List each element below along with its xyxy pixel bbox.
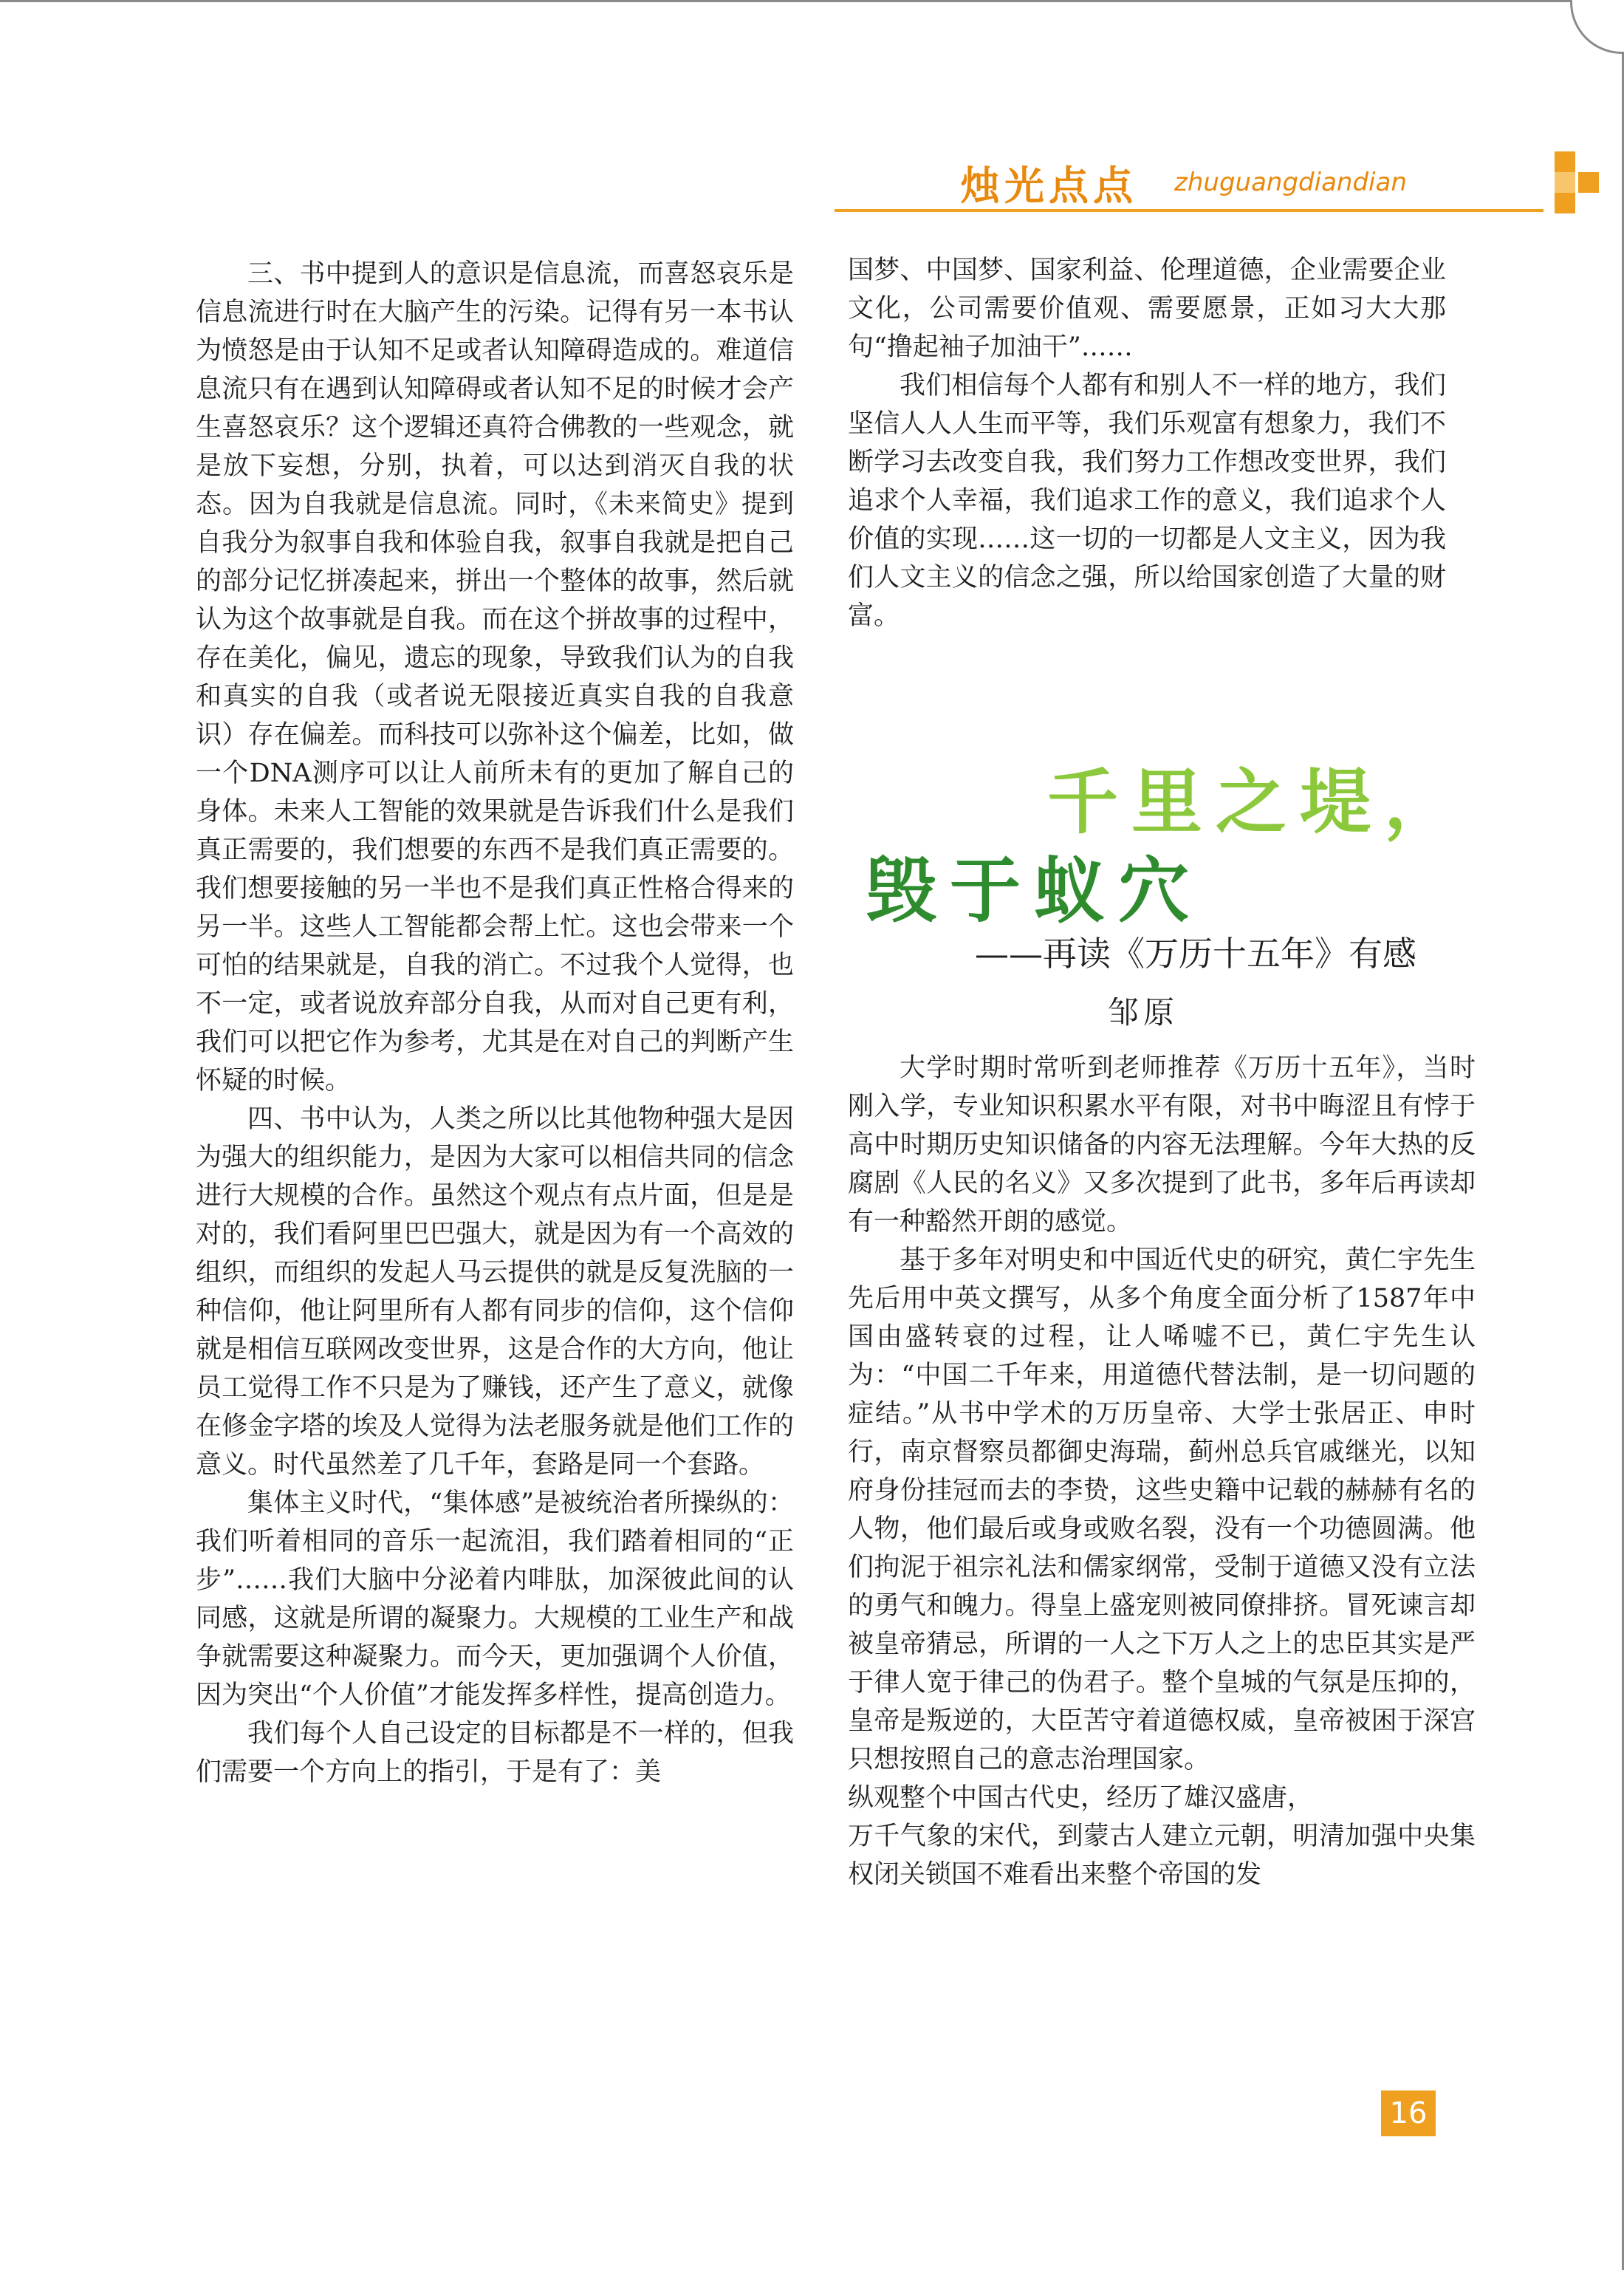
article-title-line1: 千里之堤，	[1047, 761, 1468, 844]
paragraph: 纵观整个中国古代史，经历了雄汉盛唐，	[848, 1783, 1314, 1813]
header-rule	[835, 209, 1544, 212]
section-title: 烛光点点	[960, 163, 1137, 209]
article-body	[848, 1049, 1476, 1894]
paragraph: 大学时期时常听到老师推荐《万历十五年》，当时刚入学，专业知识积累水平有限，对书中晦涩且有悖于高中时期历史知识储备的内容无法理解。今年大热的反腐剧《人民的名义》又多次提到了此书，多年后再读却有一种豁然开朗的感觉。	[848, 1053, 1476, 1237]
left-column	[196, 255, 794, 1791]
paragraph: 四、书中认为，人类之所以比其他物种强大是因为强大的组织能力，是因为大家可以相信共同的信念进行大规模的合作。虽然这个观点有点片面，但是是对的，我们看阿里巴巴强大，就是因为有一个高效的组织，而组织的发起人马云提供的就是反复洗脑的一种信仰，他让阿里所有人都有同步的信仰，这个信仰就是相信互联网改变世界，这是合作的大方向，他让员工觉得工作不只是为了赚钱，还产生了意义，就像在修金字塔的埃及人觉得为法老服务就是他们工作的意义。时代虽然差了几千年，套路是同一个套路。	[196, 1104, 794, 1480]
section-logo-icon	[1555, 151, 1599, 213]
article-subtitle: ——再读《万历十五年》有感	[975, 934, 1416, 974]
paragraph: 万千气象的宋代，到蒙古人建立元朝，明清加强中央集权闭关锁国不难看出来整个帝国的发	[848, 1822, 1476, 1890]
paragraph: 集体主义时代，“集体感”是被统治者所操纵的：我们听着相同的音乐一起流泪，我们踏着相同的“正步”……我们大脑中分泌着内啡肽，加深彼此间的认同感，这就是所谓的凝聚力。大规模的工业生产和战争就需要这种凝聚力。而今天，更加强调个人价值，因为突出“个人价值”才能发挥多样性，提高创造力。	[196, 1488, 794, 1710]
page-frame-top	[0, 0, 1624, 2]
article-author: 邹原	[1108, 994, 1179, 1030]
article-title-line2: 毁于蚁穴	[866, 849, 1202, 932]
section-pinyin: zhuguangdiandian	[1174, 168, 1407, 197]
page-number: 16	[1381, 2090, 1436, 2136]
page-frame-corner	[1570, 0, 1624, 54]
paragraph: 国梦、中国梦、国家利益、伦理道德，企业需要企业文化，公司需要价值观、需要愿景，正如习大大那句“撸起袖子加油干”……	[848, 256, 1446, 362]
section-header	[835, 151, 1595, 218]
paragraph: 基于多年对明史和中国近代史的研究，黄仁宇先生先后用中英文撰写，从多个角度全面分析了1587年中国由盛转衰的过程，让人唏嘘不已，黄仁宇先生认为：“中国二千年来，用道德代替法制，是一切问题的症结。”从书中学术的万历皇帝、大学士张居正、申时行，南京督察员都御史海瑞，蓟州总兵官戚继光，以知府身份挂冠而去的李贽，这些史籍中记载的赫赫有名的人物，他们最后或身或败名裂，没有一个功德圆满。他们拘泥于祖宗礼法和儒家纲常，受制于道德又没有立法的勇气和魄力。得皇上盛宠则被同僚排挤。冒死谏言却被皇帝猜忌，所谓的一人之下万人之上的忠臣其实是严于律人宽于律己的伪君子。整个皇城的气氛是压抑的，皇帝是叛逆的，大臣苦守着道德权威，皇帝被困于深宫只想按照自己的意志治理国家。	[848, 1245, 1476, 1774]
right-column-continued	[848, 251, 1446, 635]
paragraph: 三、书中提到人的意识是信息流，而喜怒哀乐是信息流进行时在大脑产生的污染。记得有另一本书认为愤怒是由于认知不足或者认知障碍造成的。难道信息流只有在遇到认知障碍或者认知不足的时候才会产生喜怒哀乐？这个逻辑还真符合佛教的一些观念，就是放下妄想，分别，执着，可以达到消灭自我的状态。因为自我就是信息流。同时，《未来简史》提到自我分为叙事自我和体验自我，叙事自我就是把自己的部分记忆拼凑起来，拼出一个整体的故事，然后就认为这个故事就是自我。而在这个拼故事的过程中，存在美化，偏见，遗忘的现象，导致我们认为的自我和真实的自我（或者说无限接近真实自我的自我意识）存在偏差。而科技可以弥补这个偏差，比如，做一个DNA测序可以让人前所未有的更加了解自己的身体。未来人工智能的效果就是告诉我们什么是我们真正需要的，我们想要的东西不是我们真正需要的。我们想要接触的另一半也不是我们真正性格合得来的另一半。这些人工智能都会帮上忙。这也会带来一个可怕的结果就是，自我的消亡。不过我个人觉得，也不一定，或者说放弃部分自我，从而对自己更有利，我们可以把它作为参考，尤其是在对自己的判断产生怀疑的时候。	[196, 259, 794, 1095]
paragraph: 我们相信每个人都有和别人不一样的地方，我们坚信人人人生而平等，我们乐观富有想象力，我们不断学习去改变自我，我们努力工作想改变世界，我们追求个人幸福，我们追求工作的意义，我们追求个人价值的实现……这一切的一切都是人文主义，因为我们人文主义的信念之强，所以给国家创造了大量的财富。	[848, 371, 1446, 631]
paragraph: 我们每个人自己设定的目标都是不一样的，但我们需要一个方向上的指引，于是有了：美	[196, 1719, 794, 1787]
